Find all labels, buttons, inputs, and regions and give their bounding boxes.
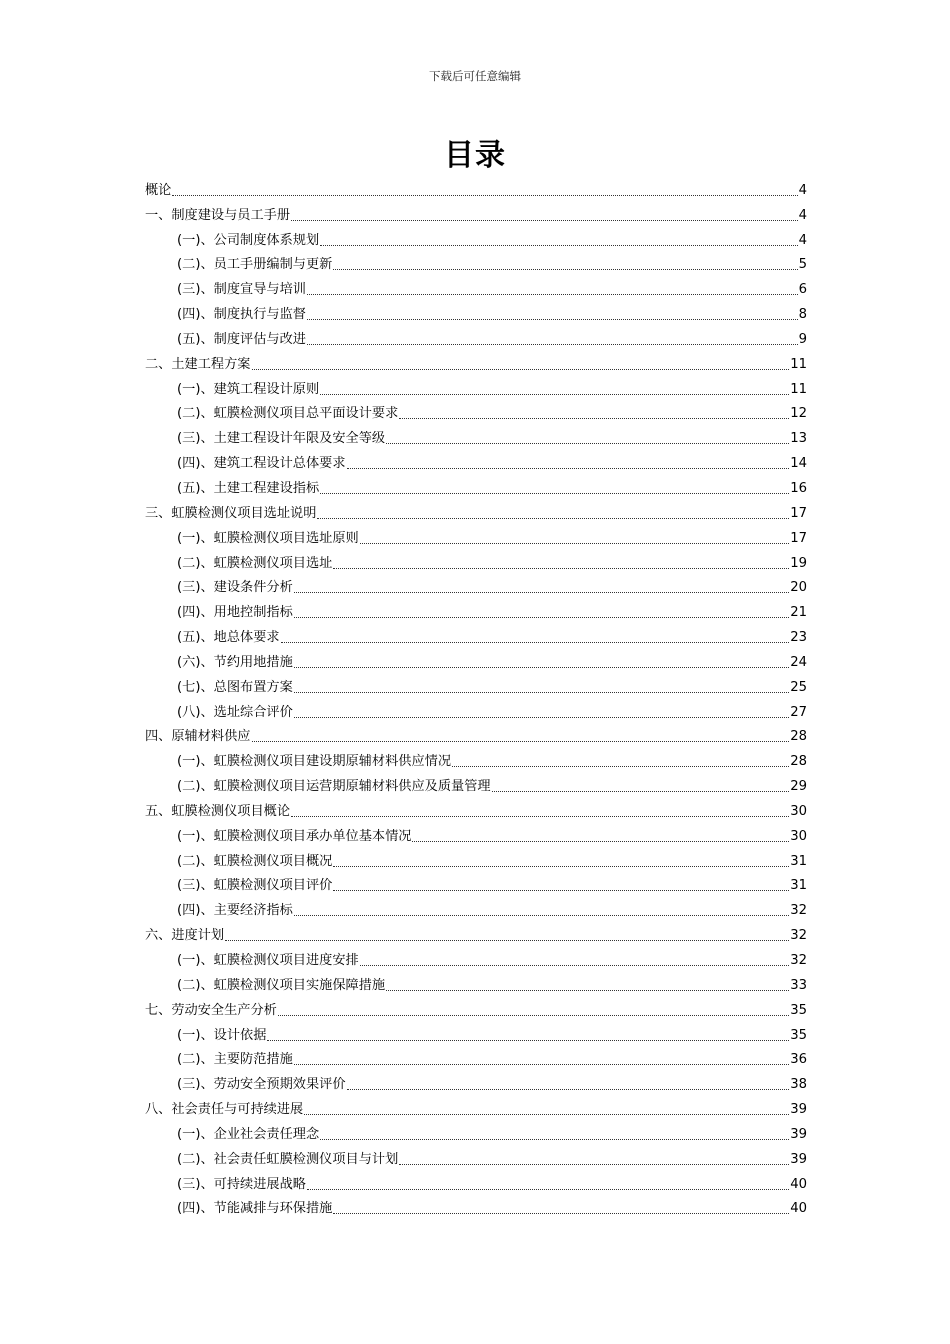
toc-dot-leader	[294, 716, 789, 718]
toc-entry-page-number: 28	[790, 754, 807, 770]
toc-dot-leader	[294, 914, 789, 916]
toc-entry[interactable]	[145, 870, 807, 895]
toc-entry-label: (四)、节能减排与环保措施	[177, 1201, 333, 1217]
toc-dot-leader	[412, 840, 789, 842]
toc-dot-leader	[307, 343, 798, 345]
toc-dot-leader	[172, 194, 797, 196]
toc-entry-label: (四)、建筑工程设计总体要求	[177, 456, 346, 472]
toc-entry-page-number: 11	[790, 381, 807, 397]
toc-entry-page-number: 30	[790, 803, 807, 819]
toc-entry-label: (三)、可持续进展战略	[177, 1176, 306, 1192]
toc-entry[interactable]	[145, 646, 807, 671]
toc-entry[interactable]	[145, 994, 807, 1019]
toc-dot-leader	[294, 666, 789, 668]
toc-dot-leader	[304, 1113, 789, 1115]
toc-entry-label: (三)、建设条件分析	[177, 580, 293, 596]
toc-entry-label: (三)、制度宣导与培训	[177, 282, 306, 298]
toc-entry-label: (一)、公司制度体系规划	[177, 232, 320, 248]
toc-entry[interactable]	[145, 1093, 807, 1118]
toc-entry-label: 五、虹膜检测仪项目概论	[145, 803, 291, 819]
toc-dot-leader	[333, 865, 789, 867]
toc-entry-page-number: 40	[790, 1176, 807, 1192]
toc-entry-page-number: 25	[790, 679, 807, 695]
toc-entry-label: (五)、地总体要求	[177, 630, 280, 646]
toc-entry-label: (二)、虹膜检测仪项目选址	[177, 555, 333, 571]
toc-entry-label: (一)、虹膜检测仪项目进度安排	[177, 953, 359, 968]
toc-entry[interactable]	[145, 671, 807, 696]
toc-entry-page-number: 39	[790, 1151, 807, 1167]
toc-entry-page-number: 17	[790, 505, 807, 521]
toc-entry-page-number: 5	[798, 257, 807, 273]
toc-dot-leader	[333, 567, 789, 569]
toc-entry[interactable]	[145, 547, 807, 572]
toc-entry-label: (八)、选址综合评价	[177, 704, 293, 720]
toc-dot-leader	[347, 1088, 790, 1090]
toc-entry-page-number: 4	[798, 207, 807, 223]
toc-entry-label: (二)、虹膜检测仪项目概况	[177, 853, 333, 869]
toc-entry[interactable]	[145, 845, 807, 870]
toc-entry-label: (二)、虹膜检测仪项目总平面设计要求	[177, 406, 399, 422]
toc-entry-page-number: 27	[790, 704, 807, 720]
toc-entry-label: (二)、虹膜检测仪项目实施保障措施	[177, 977, 386, 993]
toc-dot-leader	[294, 591, 789, 593]
toc-entry-page-number: 28	[790, 729, 807, 745]
toc-entry-label: (一)、设计依据	[177, 1027, 267, 1043]
toc-entry-label: (一)、企业社会责任理念	[177, 1126, 320, 1142]
toc-entry-label: (二)、社会责任虹膜检测仪项目与计划	[177, 1151, 399, 1167]
toc-entry-page-number: 23	[790, 630, 807, 646]
toc-entry-page-number: 6	[798, 282, 807, 298]
toc-entry[interactable]	[145, 572, 807, 597]
toc-entry-page-number: 39	[790, 1126, 807, 1142]
toc-dot-leader	[386, 989, 789, 991]
toc-entry-label: (三)、虹膜检测仪项目评价	[177, 878, 333, 894]
toc-entry-page-number: 14	[790, 456, 807, 472]
toc-entry[interactable]	[145, 1118, 807, 1143]
toc-dot-leader	[320, 244, 797, 246]
page-title: 目录	[444, 138, 506, 173]
toc-dot-leader	[399, 1163, 789, 1165]
toc-entry-page-number: 32	[790, 903, 807, 919]
toc-entry-page-number: 30	[790, 828, 807, 844]
table-of-contents	[145, 174, 807, 1217]
toc-dot-leader	[307, 293, 798, 295]
toc-entry-page-number: 20	[790, 580, 807, 596]
toc-entry-label: (二)、员工手册编制与更新	[177, 257, 333, 273]
toc-entry-page-number: 32	[790, 928, 807, 944]
toc-dot-leader	[307, 1188, 789, 1190]
toc-dot-leader	[360, 964, 789, 966]
toc-entry-page-number: 39	[790, 1102, 807, 1118]
toc-entry[interactable]	[145, 1168, 807, 1193]
toc-entry-page-number: 4	[798, 182, 807, 198]
toc-entry-label: (一)、建筑工程设计原则	[177, 381, 320, 397]
toc-entry[interactable]	[145, 373, 807, 398]
toc-entry-page-number: 32	[790, 953, 807, 968]
toc-entry-label: (二)、虹膜检测仪项目运营期原辅材料供应及质量管理	[177, 779, 491, 795]
toc-dot-leader	[294, 1063, 789, 1065]
toc-dot-leader	[360, 542, 789, 544]
toc-dot-leader	[452, 765, 789, 767]
toc-entry-label: 六、进度计划	[145, 928, 225, 944]
toc-entry-label: 七、劳动安全生产分析	[145, 1002, 277, 1018]
page-header-note: 下载后可任意编辑	[429, 69, 521, 83]
toc-entry-page-number: 12	[790, 406, 807, 422]
toc-entry[interactable]	[145, 1193, 807, 1218]
toc-entry[interactable]	[145, 497, 807, 522]
toc-entry-label: (三)、劳动安全预期效果评价	[177, 1077, 346, 1093]
toc-entry-label: (七)、总图布置方案	[177, 679, 293, 695]
toc-entry[interactable]	[145, 522, 807, 547]
toc-dot-leader	[225, 939, 789, 941]
toc-entry-page-number: 31	[790, 853, 807, 869]
toc-entry[interactable]	[145, 596, 807, 621]
toc-dot-leader	[291, 219, 798, 221]
toc-entry[interactable]	[145, 447, 807, 472]
toc-dot-leader	[291, 815, 789, 817]
toc-dot-leader	[347, 467, 790, 469]
toc-dot-leader	[333, 268, 797, 270]
toc-entry-label: (三)、土建工程设计年限及安全等级	[177, 431, 386, 447]
toc-entry-label: 四、原辅材料供应	[145, 729, 251, 745]
toc-dot-leader	[252, 740, 790, 742]
toc-entry-page-number: 16	[790, 480, 807, 496]
toc-entry-label: (四)、主要经济指标	[177, 903, 293, 919]
toc-entry-page-number: 36	[790, 1052, 807, 1068]
toc-dot-leader	[333, 1212, 789, 1214]
toc-dot-leader	[320, 393, 789, 395]
toc-entry[interactable]	[145, 621, 807, 646]
toc-dot-leader	[399, 417, 789, 419]
toc-entry-page-number: 8	[798, 307, 807, 323]
toc-entry-page-number: 38	[790, 1077, 807, 1093]
toc-entry[interactable]	[145, 273, 807, 298]
toc-dot-leader	[386, 442, 789, 444]
toc-entry-label: (二)、主要防范措施	[177, 1052, 293, 1068]
toc-entry-page-number: 29	[790, 779, 807, 795]
toc-dot-leader	[281, 641, 790, 643]
toc-entry-page-number: 13	[790, 431, 807, 447]
toc-entry[interactable]	[145, 224, 807, 249]
toc-entry-label: 八、社会责任与可持续进展	[145, 1102, 304, 1118]
toc-entry-page-number: 40	[790, 1201, 807, 1217]
toc-entry-page-number: 35	[790, 1002, 807, 1018]
toc-entry-page-number: 9	[798, 331, 807, 347]
toc-entry-label: (六)、节约用地措施	[177, 654, 293, 670]
toc-entry-page-number: 11	[790, 356, 807, 372]
toc-dot-leader	[294, 616, 789, 618]
toc-entry-label: 一、制度建设与员工手册	[145, 207, 291, 223]
toc-entry[interactable]	[145, 894, 807, 919]
toc-entry-label: (四)、用地控制指标	[177, 605, 293, 621]
toc-entry[interactable]	[145, 696, 807, 721]
toc-dot-leader	[307, 318, 798, 320]
toc-entry[interactable]	[145, 174, 807, 199]
toc-entry[interactable]	[145, 323, 807, 348]
toc-entry[interactable]	[145, 944, 807, 969]
toc-entry[interactable]	[145, 721, 807, 746]
toc-dot-leader	[333, 889, 789, 891]
toc-dot-leader	[492, 790, 790, 792]
toc-entry[interactable]	[145, 820, 807, 845]
toc-entry-page-number: 21	[790, 605, 807, 621]
toc-entry[interactable]	[145, 1143, 807, 1168]
toc-entry[interactable]	[145, 398, 807, 423]
toc-entry-label: (五)、制度评估与改进	[177, 331, 306, 347]
toc-entry[interactable]	[145, 1068, 807, 1093]
toc-entry-label: (一)、虹膜检测仪项目选址原则	[177, 530, 359, 546]
toc-entry[interactable]	[145, 298, 807, 323]
toc-entry[interactable]	[145, 422, 807, 447]
toc-dot-leader	[317, 517, 789, 519]
toc-entry[interactable]	[145, 1019, 807, 1044]
toc-dot-leader	[278, 1014, 789, 1016]
toc-entry[interactable]	[145, 795, 807, 820]
toc-entry-label: (一)、虹膜检测仪项目承办单位基本情况	[177, 828, 412, 844]
toc-entry-page-number: 17	[790, 530, 807, 546]
toc-entry-page-number: 24	[790, 654, 807, 670]
toc-entry-label: 概论	[145, 182, 172, 198]
toc-dot-leader	[320, 492, 789, 494]
toc-entry-label: (五)、土建工程建设指标	[177, 480, 320, 496]
toc-entry-page-number: 31	[790, 878, 807, 894]
toc-entry-label: (四)、制度执行与监督	[177, 307, 306, 323]
toc-entry-page-number: 33	[790, 977, 807, 993]
toc-entry[interactable]	[145, 745, 807, 770]
toc-dot-leader	[267, 1039, 789, 1041]
toc-entry[interactable]	[145, 348, 807, 373]
toc-entry-label: (一)、虹膜检测仪项目建设期原辅材料供应情况	[177, 754, 452, 770]
toc-dot-leader	[294, 691, 789, 693]
toc-entry[interactable]	[145, 919, 807, 944]
toc-entry-page-number: 35	[790, 1027, 807, 1043]
toc-dot-leader	[252, 368, 790, 370]
toc-dot-leader	[320, 1138, 789, 1140]
toc-entry[interactable]	[145, 472, 807, 497]
toc-entry[interactable]	[145, 249, 807, 274]
toc-entry-page-number: 4	[798, 232, 807, 248]
toc-entry[interactable]	[145, 199, 807, 224]
toc-entry[interactable]	[145, 770, 807, 795]
toc-entry[interactable]	[145, 969, 807, 994]
toc-entry-label: 三、虹膜检测仪项目选址说明	[145, 505, 317, 521]
toc-entry-label: 二、土建工程方案	[145, 356, 251, 372]
toc-entry[interactable]	[145, 1044, 807, 1069]
toc-entry-page-number: 19	[790, 555, 807, 571]
